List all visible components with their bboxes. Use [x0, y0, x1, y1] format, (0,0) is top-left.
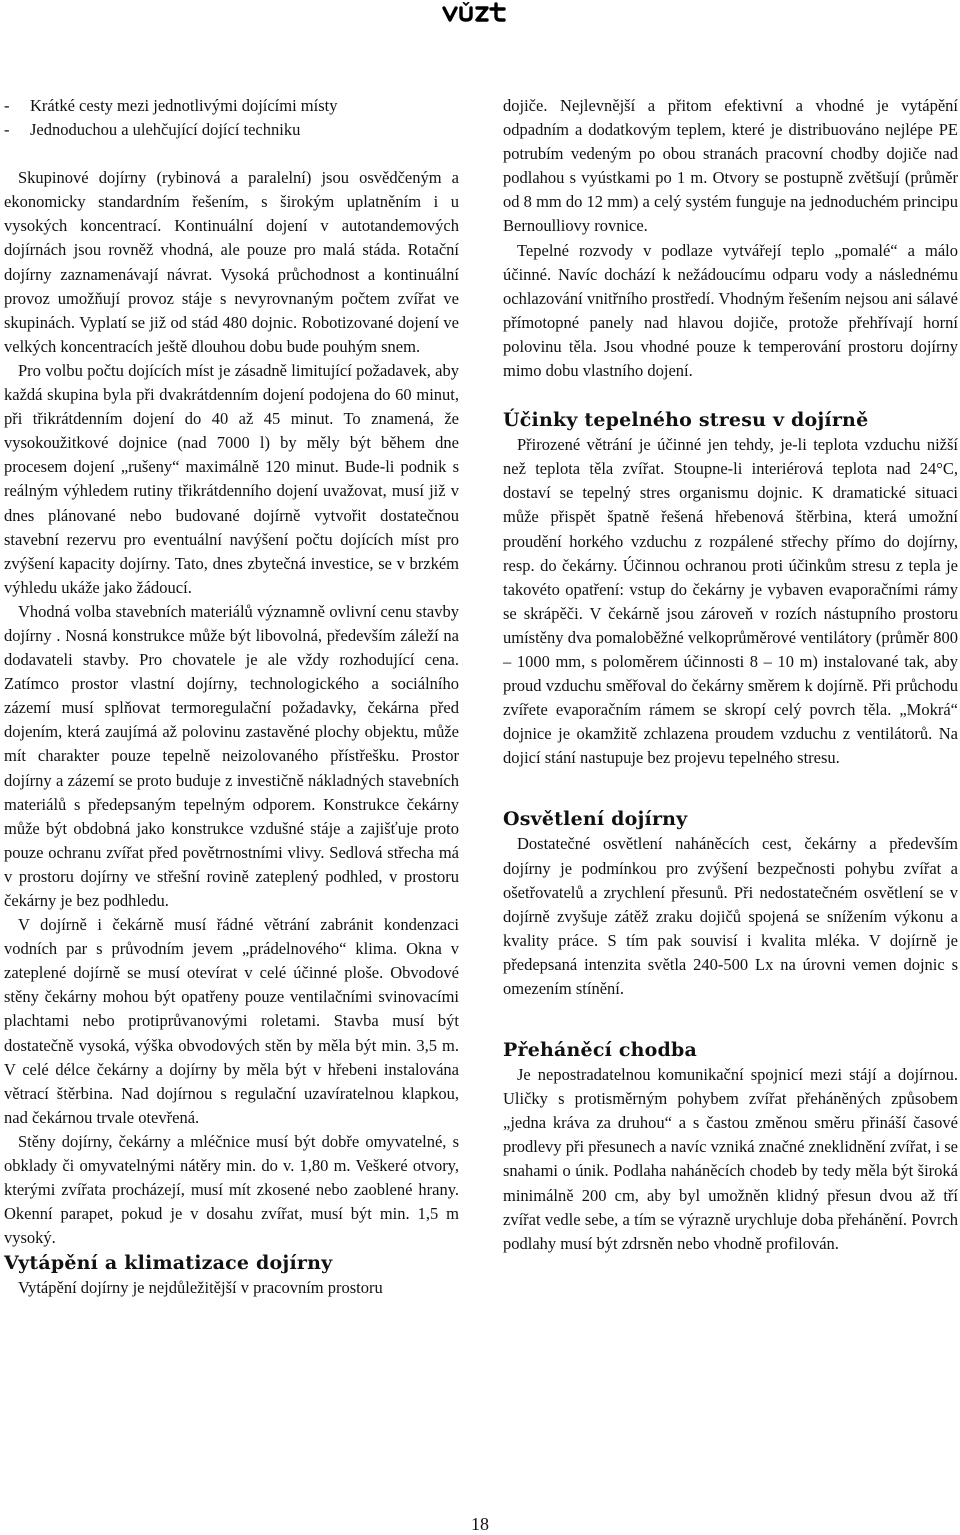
heading-corridor: Přeháněcí chodba: [503, 1039, 697, 1062]
paragraph-floor-heating: Tepelné rozvody v podlaze vytvářejí teplo „pomalé“ a málo účinné. Navíc dochází k nežádoucímu odparu vody a následnému ochlazování vnitřního prostředí. Vhodným řešením nejsou ani sálavé přímotopné panely nad hlavou dojiče, protože přehřívají horní polovinu těla. Jsou vhodné pouze k temperování prostoru dojírny mimo dobu vlastního dojení.: [503, 240, 958, 381]
left-column: [4, 94, 459, 1301]
paragraph-ventilation: V dojírně i čekárně musí řádné větrání zabránit kondenzaci vodních par s průvodním jevem „prádelnového“ klima. Okna v zateplené dojírně se musí otevírat v celé účinné ploše. Obvodové stěny čekárny mohou být opatřeny pouze ventilačními svinovacími plachtami nebo protiprůvanovými roletami. Stavba musí být dostatečně vysoká, výška obvodových stěn by měla být min. 3,5 m. V celé délce čekárny a dojírny by měla být v hřebeni instalována větrací štěrbina. Nad dojírnou s regulační uzavíratelnou klapkou, nad čekárnou trvale otevřená.: [4, 915, 459, 1127]
spacer: [503, 383, 958, 407]
bullet-item: - Jednoduchou a ulehčující dojící techniku: [4, 120, 301, 140]
paragraph-lighting: Dostatečné osvětlení naháněcích cest, čekárny a především dojírny je podmínkou pro zvýšení bezpečnosti pohybu zvířat a ošetřovatelů a zrychlení přesunů. Při nedostatečném osvětlení se v dojírně zvyšuje zátěž zraku dojičů spojená se snížením výkonu a kvality práce. S tím pak souvisí i kvalita mléka. V dojírně je předepsaná intenzita světla 240-500 Lx na úrovni vemen dojnic s omezením stínění.: [503, 834, 958, 998]
bullet-item: - Krátké cesty mezi jednotlivými dojícími místy: [4, 96, 338, 115]
right-column: [503, 94, 958, 1256]
paragraph-corridor: Je nepostradatelnou komunikační spojnicí mezi stájí a dojírnou. Uličky s protisměrným pohybem zvířat přeháněných způsobem „jedna kráva za druhou“ a s častou změnou směru přináší časové prodlevy při přesunech a navíc vzniká značné zneklidnění zvířat, i se snahami o únik. Podlaha naháněcích chodeb by tedy měla být široká minimálně 200 cm, aby byl umožněn klidný přesun dvou až tří zvířat vedle sebe, a tím se výrazně urychluje doba přehánění. Povrch podlahy musí být zdrsněn nebo vhodně profilován.: [503, 1065, 958, 1253]
paragraph-building-materials: Vhodná volba stavebních materiálů významně ovlivní cenu stavby dojírny . Nosná konstrukce může být libovolná, především záleží na dodavateli stavby. Pro chovatele je ale vždy rozhodující cena. Zatímco prostor vlastní dojírny, technologického a sociálního zázemí musí splňovat termoregulační požadavky, čekárna před dojením, která zaujímá až polovinu zastavěné plochy objektu, může mít charakter pouze tepelně neizolovaného přístřešku. Prostor dojírny a zázemí se proto buduje z investičně nákladných stavebních materiálů s předepsaným tepelným odporem. Konstrukce čekárny může být obdobná jako konstrukce vzdušné stáje a zajišťuje proto pouze ochranu zvířat před povětrnostními vlivy. Sedlová střecha má v prostoru dojírny ve střešní rovině zateplený podhled, v prostoru čekárny je bez podhledu.: [4, 601, 459, 910]
paragraph-heating-continued: dojiče. Nejlevnější a přitom efektivní a vhodné je vytápění odpadním a dodatkovým teplem, které je distribuováno nejlépe PE potrubím vedeným po obou stranách pracovní chodby dojiče nad podlahou s vyústkami po 1 m. Otvory se postupně zvětšují (průměr od 8 mm do 12 mm) a celý systém funguje na jednoduchém principu Bernoulliovy rovnice.: [503, 96, 958, 236]
paragraph-milking-parlors: Skupinové dojírny (rybinová a paralelní) jsou osvědčeným a ekonomicky standardním řešením, s širokým uplatněním i u vysokých koncentrací. Kontinuální dojení v autotandemových dojírnách jsou rovněž vhodná, ale pouze pro malá stáda. Rotační dojírny zaznamenávají návrat. Vysoká průchodnost a kontinuální provoz umožňují provoz stáje s nevyrovnaným počtem zvířat ve skupinách. Vyplatí se již od stád 480 dojnic. Robotizované dojení ve velkých koncentracích ještě dlouhou dobu bude pouhým snem.: [4, 168, 459, 356]
vuzt-logo: [440, 2, 512, 24]
heading-heating: Vytápění a klimatizace dojírny: [4, 1252, 333, 1275]
paragraph-heating-intro: Vytápění dojírny je nejdůležitější v pracovním prostoru: [18, 1278, 383, 1298]
paragraph-milking-places: Pro volbu počtu dojících míst je zásadně limitující požadavek, aby každá skupina byla při dvakrátdenním dojení podojena do 60 minut, při třikrátdenním dojení do 40 až 45 minut. To znamená, že vysokoužitkové dojnice (nad 7000 l) by měly být během dne procesem dojení „rušeny“ maximálně 120 minut. Bude-li podnik s reálným výhledem rutiny třikrátdenního dojení uvažovat, musí již v dnes plánované nebo budované dojírně vytvořit dostatečnou stavební rezervu pro eventuální navýšení počtu dojících míst pro zvýšení kapacity dojírny. Tato, dnes zbytečná investice, se v brzkém výhledu ukáže jako žádoucí.: [4, 360, 459, 597]
heading-lighting: Osvětlení dojírny: [503, 808, 688, 831]
paragraph-heat-stress: Přirozené větrání je účinné jen tehdy, je-li teplota vzduchu nižší než teplota těla zvířat. Stoupne-li interiérová teplota nad 24°C, dostaví se tepelný stres organismu dojnic. K dramatické situaci může přispět špatně řešená hřebenová štěrbina, která umožní proudění horkého vzduchu z rozpálené střechy přímo do dojírny, resp. do čekárny. Účinnou ochranou proti účinkům stresu z tepla je takovéto opatření: vstup do čekárny je vybaven evaporačními rámy se skrápěči. V čekárně jsou zároveň v rozích nástupního prostoru umístěny dva pomaloběžné velkoprůměrové ventilátory (průměr 800 – 1000 mm, s poloměrem účinnosti 8 – 10 m) instalované tak, aby proud vzduchu směřoval do čekárny směrem k dojírně. Při průchodu zvířete evaporačním rámem se skropí celý povrch těla. „Mokrá“ dojnice je okamžitě zchlazena proudem vzduchu z ventilátorů. Na dojicí stání nastupuje bez projevu tepelného stresu.: [503, 435, 958, 768]
page-number: 18: [471, 1514, 489, 1534]
paragraph-walls: Stěny dojírny, čekárny a mléčnice musí být dobře omyvatelné, s obklady či omyvatelnými nátěry min. do v. 1,80 m. Veškeré otvory, kterými zvířata procházejí, musí mít zkosené nebo zaoblené hrany. Okenní parapet, pokud je v dosahu zvířat, musí být min. 1,5 m vysoký.: [4, 1131, 459, 1248]
spacer: [503, 770, 958, 806]
spacer: [4, 142, 459, 166]
spacer: [503, 1001, 958, 1037]
heading-heat-stress: Účinky tepelného stresu v dojírně: [503, 409, 869, 432]
